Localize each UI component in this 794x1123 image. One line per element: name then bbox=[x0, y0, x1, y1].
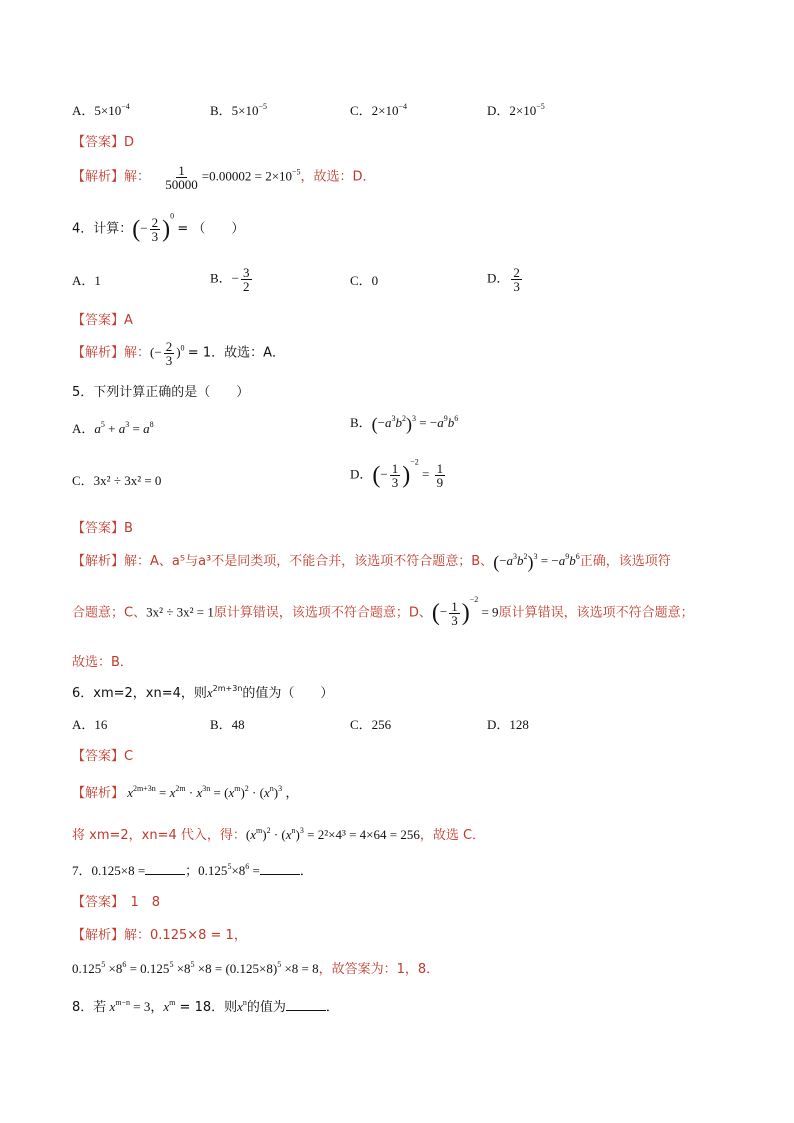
q4-option-a: A．1 bbox=[72, 273, 101, 288]
q5-answer: 【答案】B bbox=[72, 521, 133, 536]
q8-blank[interactable] bbox=[286, 998, 326, 1011]
q7-answer: 【答案】 1 8 bbox=[72, 895, 161, 910]
q3-option-a: A．$5\times 10^{-4}$ bbox=[72, 102, 130, 118]
q6-analysis-line2: 将 xm=2，xn=4 代入，得：$(x^m)^2 \cdot (x^n)^3 = 2^2\times 4^3 = 4\times 64 = 256$，故选 C． bbox=[72, 826, 486, 843]
q8-stem: 8．若 $x^{m-n} = 3$，$x^m = 18$．则$x^n$的值为 ． bbox=[72, 998, 339, 1015]
q4-answer: 【答案】A bbox=[72, 313, 133, 328]
q3-analysis: 【解析】解： $\frac{1}{50000}$ $=0.00002 = 2\times 10^{-5}$，故选：D． bbox=[72, 163, 376, 192]
q6-option-a: A．16 bbox=[72, 717, 108, 732]
q4-option-d: D． $\frac{2}{3}$ bbox=[487, 265, 520, 294]
q6-option-d: D．128 bbox=[487, 717, 529, 732]
q4-option-b: B．− $\frac{3}{2}$ bbox=[210, 265, 250, 294]
q3-option-b: B．$5\times 10^{-5}$ bbox=[210, 102, 268, 118]
q6-option-b: B．48 bbox=[210, 717, 245, 732]
q6-option-c: C．256 bbox=[350, 717, 392, 732]
q7-blank-1[interactable] bbox=[145, 862, 185, 875]
q3-answer: 【答案】D bbox=[72, 135, 135, 150]
q5-analysis-line3: 故选：B． bbox=[72, 655, 133, 670]
q5-option-a: A．$a^5 + a^3 = a^8$ bbox=[72, 420, 154, 436]
q5-stem: 5．下列计算正确的是（ ） bbox=[72, 385, 250, 400]
q7-blank-2[interactable] bbox=[260, 862, 300, 875]
q5-analysis-line2: 合题意；C、3x² ÷ 3x² = 1原计算错误，该选项不符合题意；D、(− $\frac{1}{3}$ )$^{-2}$ = 9原计算错误，该选项不符合题意； bbox=[72, 595, 694, 628]
q6-answer: 【答案】C bbox=[72, 749, 134, 764]
q5-option-c: C．3x² ÷ 3x² = 0 bbox=[72, 473, 162, 488]
q7-analysis-line1: 【解析】解：0.125×8 = 1， bbox=[72, 928, 247, 943]
q4-analysis: 【解析】解：(− $\frac{2}{3}$ )$^0$ = 1．故选：A． bbox=[72, 339, 285, 368]
q5-option-b: B．$(-a^3b^2)^3 = -a^9b^6$ bbox=[350, 414, 459, 435]
q6-stem: 6．xm=2，xn=4，则$x^{2m+3n}$的值为（ ） bbox=[72, 684, 334, 701]
q3-option-c: C．$2\times 10^{-4}$ bbox=[350, 102, 408, 118]
q7-stem: 7．0.125×8 = ；$0.125^5\times 8^6$ = ． bbox=[72, 862, 313, 878]
q4-option-c: C．0 bbox=[350, 273, 379, 288]
q5-analysis-line1: 【解析】解：A、a⁵与a³不是同类项，不能合并，该选项不符合题意；B、$(-a^3b^2)^3 = -a^9b^6$正确，该选项符 bbox=[72, 552, 671, 573]
q5-option-d: D．(− $\frac{1}{3}$ )$^{-2}$ = $\frac{1}{9}$ bbox=[350, 457, 444, 490]
q4-stem: 4．计算：(− $\frac{2}{3}$ )$^0$ = （ ） bbox=[72, 211, 245, 244]
q6-analysis-line1: 【解析】 $x^{2m+3n} = x^{2m} \cdot x^{3n} = (x^m)^2 \cdot (x^n)^3$ ， bbox=[72, 784, 299, 801]
q7-analysis-line2: $0.125^5 \times 8^6 = 0.125^5 \times 8^5 \times 8 = (0.125\times 8)^5 \times 8 = 8$，故答案为：1，8． bbox=[72, 960, 440, 977]
q3-option-d: D．$2\times 10^{-5}$ bbox=[487, 102, 545, 118]
